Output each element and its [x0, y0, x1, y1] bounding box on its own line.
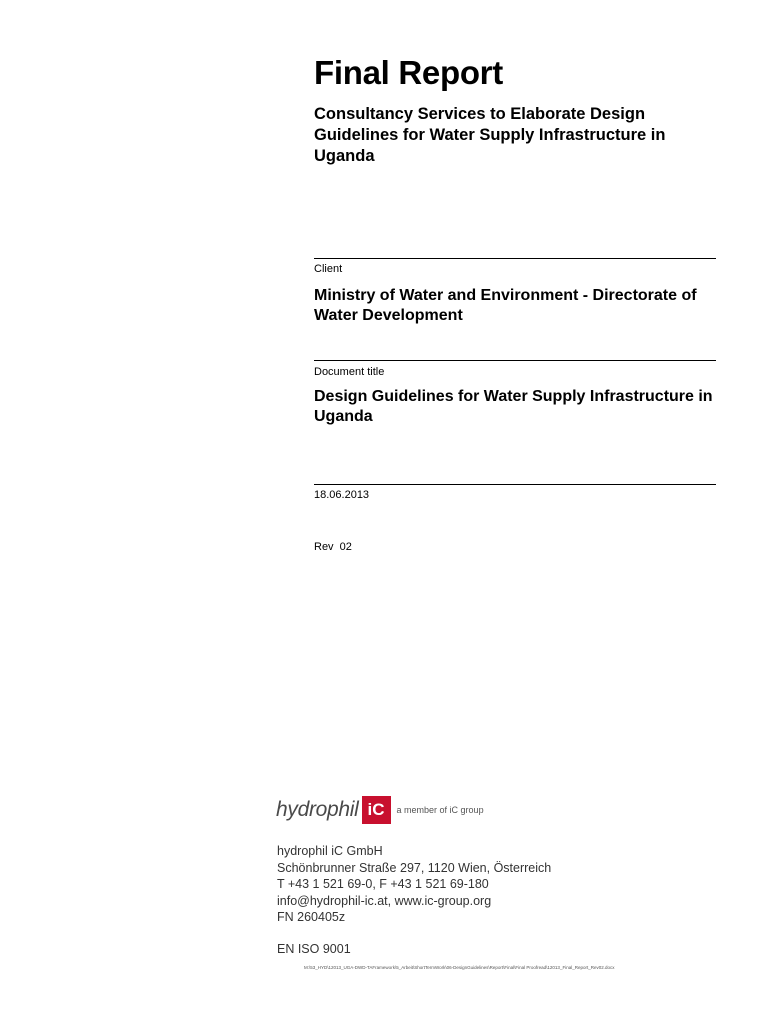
revision: Rev 02: [314, 541, 352, 553]
company-address: Schönbrunner Straße 297, 1120 Wien, Österreich: [277, 860, 552, 875]
logo-wordmark: hydrophil: [276, 798, 359, 821]
company-fn: FN 260405z: [277, 910, 346, 924]
report-title: Final Report: [314, 54, 503, 91]
client-value: Ministry of Water and Environment - Directorate of Water Development: [314, 287, 697, 324]
company-phone-fax: T +43 1 521 69-0, F +43 1 521 69-180: [277, 877, 489, 891]
divider: [314, 258, 716, 259]
certification: EN ISO 9001: [277, 942, 351, 956]
logo-box: iC: [362, 796, 391, 824]
client-label: Client: [314, 263, 343, 275]
divider: [314, 360, 716, 361]
company-address-block: [277, 843, 551, 926]
document-date: 18.06.2013: [314, 489, 370, 501]
file-path: M:\53_HYD\12013_UGA-DWD-TAFramework\5_Arbeit\ShortTermWork\06-DesignGuidelines\Report\Final\Final Proofread\12013_Final_Report_Rev02.docx: [304, 965, 615, 970]
document-title-label: Document title: [314, 366, 385, 378]
logo-tagline: a member of iC group: [396, 805, 484, 815]
company-contact: info@hydrophil-ic.at, www.ic-group.org: [277, 893, 492, 908]
company-logo: [276, 795, 484, 825]
company-name: hydrophil iC GmbH: [277, 844, 383, 858]
report-subtitle: Consultancy Services to Elaborate Design Guidelines for Water Supply Infrastructure in Uganda: [314, 105, 666, 165]
divider: [314, 484, 716, 485]
document-title-value: Design Guidelines for Water Supply Infrastructure in Uganda: [314, 388, 713, 425]
